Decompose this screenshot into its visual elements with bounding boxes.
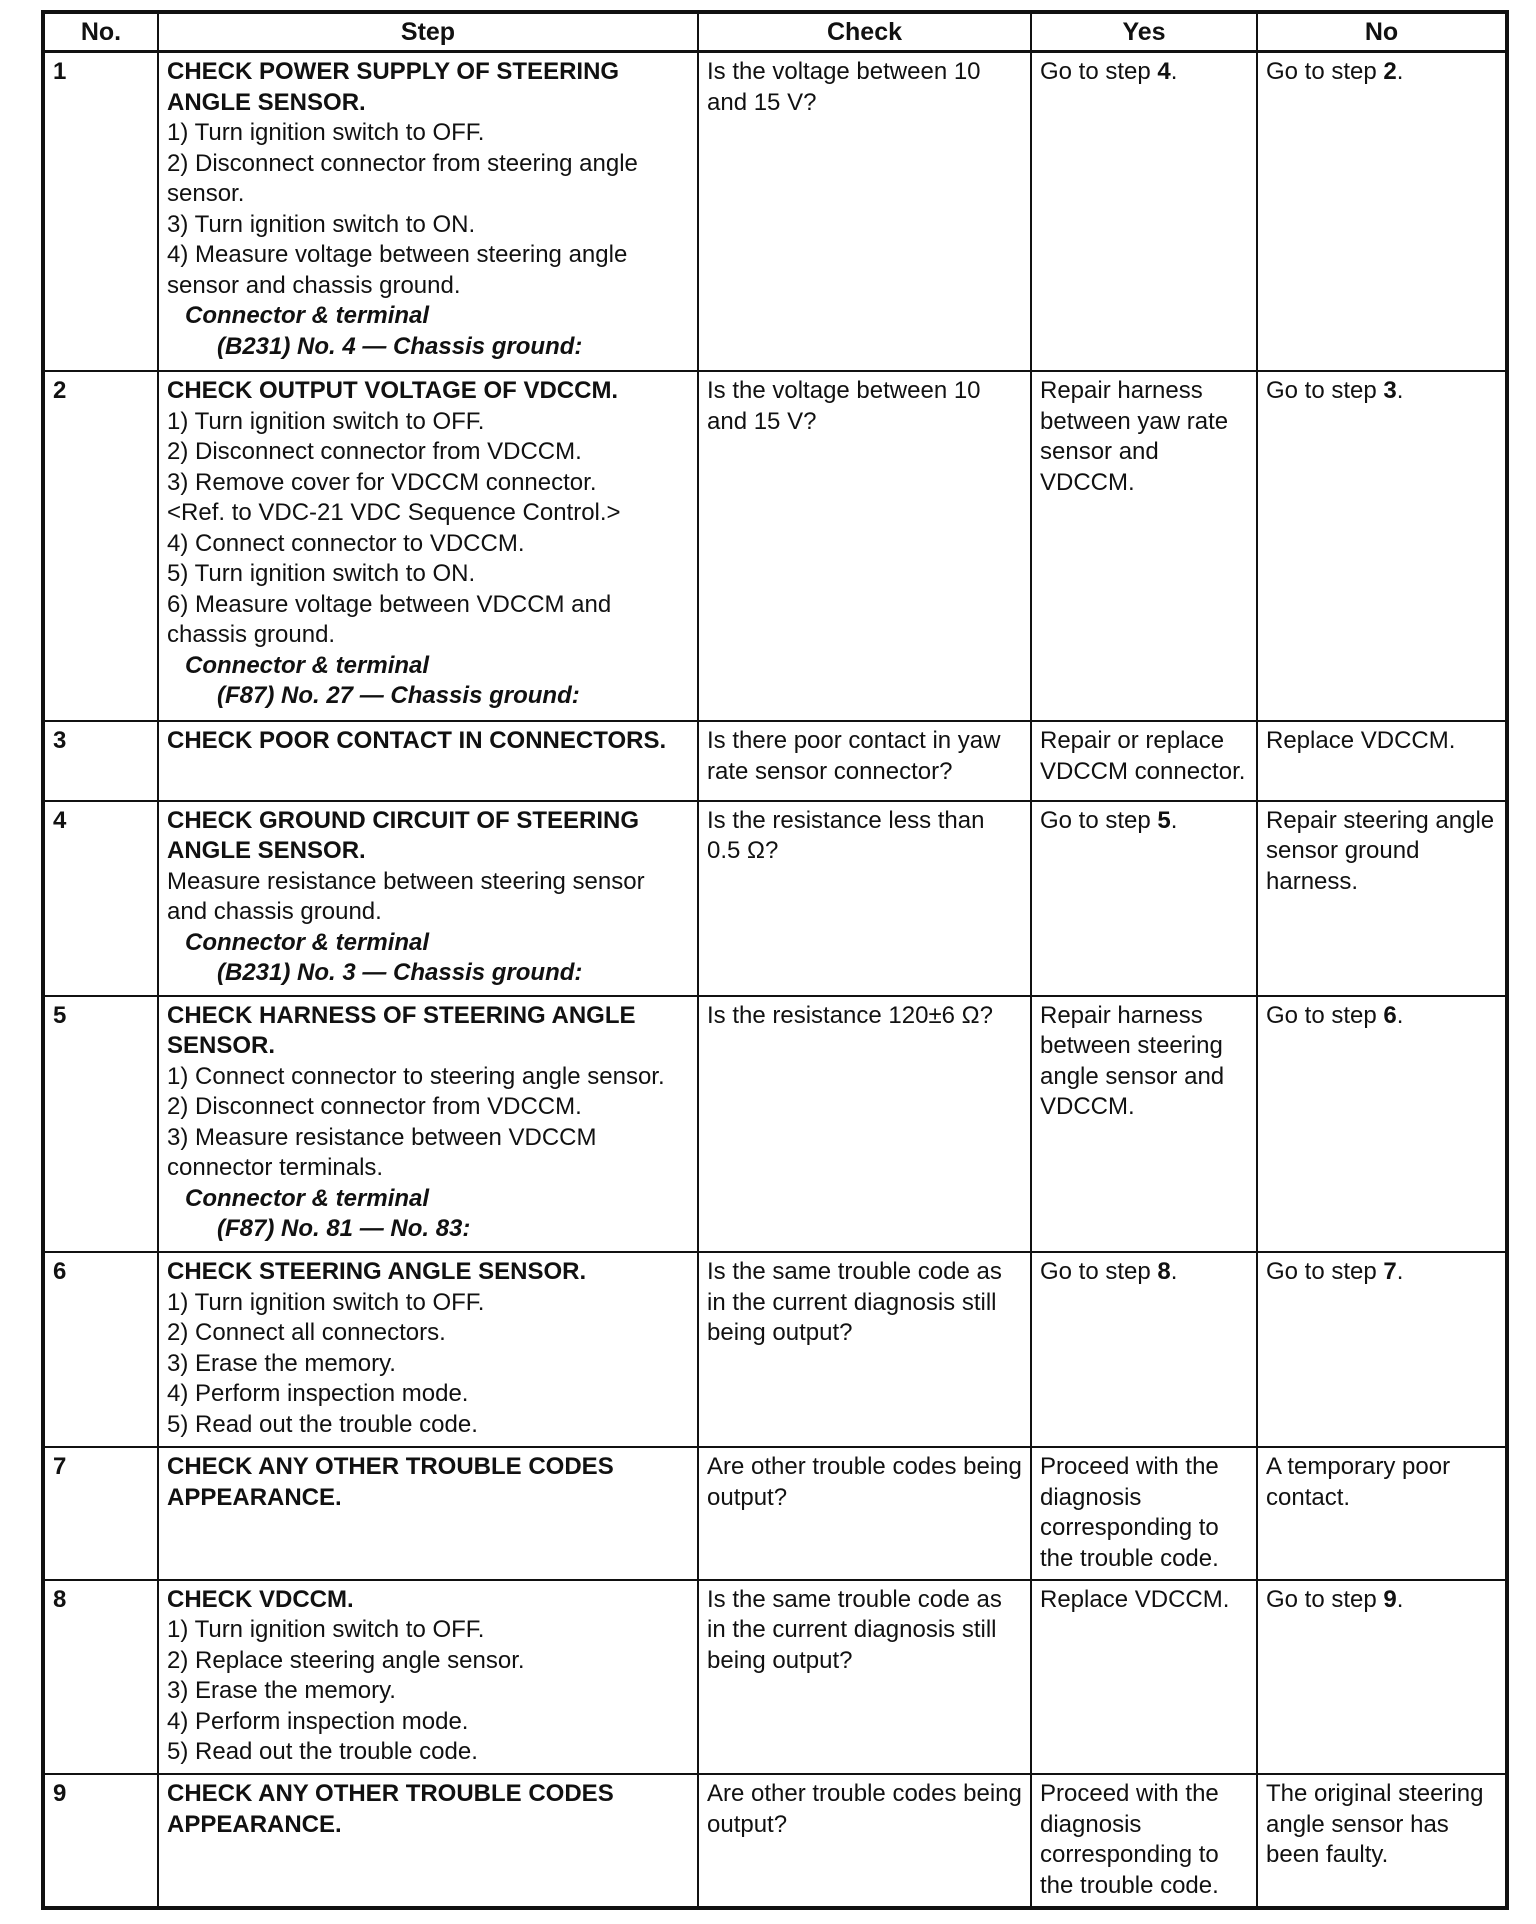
no-text: The original steering angle sensor has been faulty. — [1266, 1780, 1484, 1869]
no-text: Go to step — [1266, 1585, 1384, 1613]
connector-value: (F87) No. 27 — Chassis ground: — [217, 682, 580, 710]
no-cell — [1257, 1580, 1507, 1775]
step-instruction: 3) Erase the memory. — [167, 1349, 396, 1377]
yes-text: Replace VDCCM. — [1040, 1585, 1230, 1613]
step-instruction: 4) Connect connector to VDCCM. — [167, 529, 525, 557]
no-cell — [1257, 801, 1507, 996]
step-cell — [158, 721, 698, 801]
step-cell — [158, 801, 698, 996]
check-cell: Is there poor contact in yaw rate sensor connector? — [698, 721, 1031, 801]
no-step-ref: 2 — [1383, 58, 1397, 85]
no-text: Replace VDCCM. — [1266, 727, 1456, 755]
no-step-ref: 9 — [1383, 1585, 1397, 1613]
table-row — [43, 371, 1507, 721]
step-title: CHECK VDCCM. — [167, 1585, 354, 1613]
no-cell — [1257, 1774, 1507, 1908]
table-row — [43, 801, 1507, 996]
step-instruction: 2) Disconnect connector from steering angle sensor. — [167, 149, 638, 207]
check-cell: Is the resistance 120±6 Ω? — [698, 996, 1031, 1253]
step-instruction: 3) Measure resistance between VDCCM connector terminals. — [167, 1123, 597, 1182]
yes-cell — [1031, 52, 1257, 372]
no-cell — [1257, 52, 1507, 372]
step-instruction: 5) Turn ignition switch to ON. — [167, 560, 476, 588]
step-instruction: 4) Measure voltage between steering angle sensor and chassis ground. — [167, 241, 628, 299]
step-title: CHECK GROUND CIRCUIT OF STEERING ANGLE SENSOR. — [167, 806, 640, 865]
yes-cell — [1031, 721, 1257, 801]
yes-text: Proceed with the diagnosis corresponding to the trouble code. — [1040, 1453, 1219, 1572]
step-instruction: 5) Read out the trouble code. — [167, 1738, 478, 1766]
step-instruction: 3) Turn ignition switch to ON. — [167, 210, 476, 238]
no-step-ref: 7 — [1383, 1258, 1397, 1286]
yes-step-ref: 5 — [1157, 806, 1171, 834]
step-cell — [158, 52, 698, 372]
yes-cell — [1031, 801, 1257, 996]
step-title: CHECK ANY OTHER TROUBLE CODES APPEARANCE. — [167, 1453, 614, 1511]
no-end: . — [1396, 1258, 1404, 1286]
check-cell: Is the voltage between 10 and 15 V? — [698, 52, 1031, 372]
no-text: Go to step — [1266, 377, 1384, 405]
no-text: Repair steering angle sensor ground harness. — [1266, 806, 1495, 895]
step-instruction: 3) Remove cover for VDCCM connector. — [167, 468, 597, 496]
no-cell — [1257, 1252, 1507, 1447]
no-cell — [1257, 996, 1507, 1253]
no-step-ref: 3 — [1383, 377, 1397, 405]
step-instruction: 6) Measure voltage between VDCCM and chassis ground. — [167, 590, 612, 649]
header-no: No. — [43, 12, 158, 52]
no-cell — [1257, 721, 1507, 801]
step-number: 7 — [43, 1447, 158, 1580]
connector-label: Connector & terminal — [185, 651, 430, 679]
no-text: Go to step — [1266, 1001, 1384, 1029]
connector-value: (B231) No. 3 — Chassis ground: — [217, 959, 583, 987]
check-cell: Is the same trouble code as in the current diagnosis still being output? — [698, 1252, 1031, 1447]
connector-value: (F87) No. 81 — No. 83: — [217, 1215, 471, 1243]
step-cell — [158, 1447, 698, 1580]
step-instruction: 2) Connect all connectors. — [167, 1319, 446, 1347]
yes-cell — [1031, 1447, 1257, 1580]
table-body — [43, 52, 1507, 1909]
step-instruction: 1) Turn ignition switch to OFF. — [167, 1616, 485, 1644]
step-instruction: 2) Replace steering angle sensor. — [167, 1646, 525, 1674]
step-title: CHECK POWER SUPPLY OF STEERING ANGLE SENSOR. — [167, 58, 620, 116]
table-row — [43, 1447, 1507, 1580]
yes-end: . — [1170, 806, 1178, 834]
yes-text: Repair harness between yaw rate sensor and VDCCM. — [1040, 377, 1229, 496]
no-cell — [1257, 1447, 1507, 1580]
table-row — [43, 996, 1507, 1253]
step-title: CHECK ANY OTHER TROUBLE CODES APPEARANCE. — [167, 1780, 614, 1838]
step-number: 6 — [43, 1252, 158, 1447]
step-title: CHECK STEERING ANGLE SENSOR. — [167, 1258, 587, 1286]
no-text: Go to step — [1266, 58, 1384, 85]
table-row — [43, 1774, 1507, 1908]
no-step-ref: 6 — [1383, 1001, 1397, 1029]
no-end: . — [1396, 1585, 1404, 1613]
yes-text: Go to step — [1040, 806, 1158, 834]
step-instruction: 5) Read out the trouble code. — [167, 1410, 478, 1438]
yes-text: Repair or replace VDCCM connector. — [1040, 727, 1246, 785]
step-instruction: 4) Perform inspection mode. — [167, 1380, 469, 1408]
step-instruction: Measure resistance between steering sensor and chassis ground. — [167, 867, 645, 926]
step-instruction: <Ref. to VDC-21 VDC Sequence Control.> — [167, 499, 621, 527]
header-check: Check — [698, 12, 1031, 52]
step-instruction: 1) Connect connector to steering angle sensor. — [167, 1062, 665, 1090]
step-instruction: 2) Disconnect connector from VDCCM. — [167, 438, 582, 466]
no-text: A temporary poor contact. — [1266, 1453, 1451, 1511]
header-row — [43, 12, 1507, 52]
step-instruction: 3) Erase the memory. — [167, 1677, 396, 1705]
connector-label: Connector & terminal — [185, 302, 430, 329]
step-number: 9 — [43, 1774, 158, 1908]
step-instruction: 1) Turn ignition switch to OFF. — [167, 407, 485, 435]
step-cell — [158, 371, 698, 721]
step-instruction: 2) Disconnect connector from VDCCM. — [167, 1093, 582, 1121]
diagnostic-table — [41, 10, 1509, 1910]
no-end: . — [1396, 58, 1404, 85]
yes-text: Proceed with the diagnosis corresponding to the trouble code. — [1040, 1780, 1219, 1899]
header-yes: Yes — [1031, 12, 1257, 52]
yes-cell — [1031, 1580, 1257, 1775]
step-number: 1 — [43, 52, 158, 372]
connector-value: (B231) No. 4 — Chassis ground: — [217, 332, 583, 360]
header-no-result: No — [1257, 12, 1507, 52]
check-cell: Is the voltage between 10 and 15 V? — [698, 371, 1031, 721]
step-instruction: 1) Turn ignition switch to OFF. — [167, 119, 485, 146]
yes-end: . — [1170, 58, 1178, 85]
step-number: 3 — [43, 721, 158, 801]
yes-text: Repair harness between steering angle sensor and VDCCM. — [1040, 1001, 1225, 1121]
check-cell: Are other trouble codes being output? — [698, 1774, 1031, 1908]
check-cell: Is the resistance less than 0.5 Ω? — [698, 801, 1031, 996]
no-end: . — [1396, 1001, 1404, 1029]
step-number: 2 — [43, 371, 158, 721]
yes-step-ref: 4 — [1157, 58, 1171, 85]
table-row — [43, 1580, 1507, 1775]
yes-text: Go to step — [1040, 58, 1158, 85]
header-step: Step — [158, 12, 698, 52]
step-title: CHECK OUTPUT VOLTAGE OF VDCCM. — [167, 377, 619, 405]
step-cell — [158, 996, 698, 1253]
yes-text: Go to step — [1040, 1258, 1158, 1286]
yes-step-ref: 8 — [1157, 1258, 1171, 1286]
step-number: 4 — [43, 801, 158, 996]
table-row — [43, 721, 1507, 801]
connector-label: Connector & terminal — [185, 928, 430, 956]
table-row — [43, 52, 1507, 372]
yes-cell — [1031, 1774, 1257, 1908]
connector-label: Connector & terminal — [185, 1184, 430, 1212]
check-cell: Are other trouble codes being output? — [698, 1447, 1031, 1580]
step-number: 8 — [43, 1580, 158, 1775]
step-cell — [158, 1774, 698, 1908]
no-end: . — [1396, 377, 1404, 405]
step-title: CHECK POOR CONTACT IN CONNECTORS. — [167, 727, 667, 755]
yes-cell — [1031, 996, 1257, 1253]
step-number: 5 — [43, 996, 158, 1253]
no-text: Go to step — [1266, 1258, 1384, 1286]
step-instruction: 1) Turn ignition switch to OFF. — [167, 1288, 485, 1316]
yes-cell — [1031, 1252, 1257, 1447]
step-title: CHECK HARNESS OF STEERING ANGLE SENSOR. — [167, 1001, 636, 1060]
table-row — [43, 1252, 1507, 1447]
no-cell — [1257, 371, 1507, 721]
step-cell — [158, 1252, 698, 1447]
step-instruction: 4) Perform inspection mode. — [167, 1707, 469, 1735]
yes-end: . — [1170, 1258, 1178, 1286]
step-cell — [158, 1580, 698, 1775]
yes-cell — [1031, 371, 1257, 721]
check-cell: Is the same trouble code as in the current diagnosis still being output? — [698, 1580, 1031, 1775]
